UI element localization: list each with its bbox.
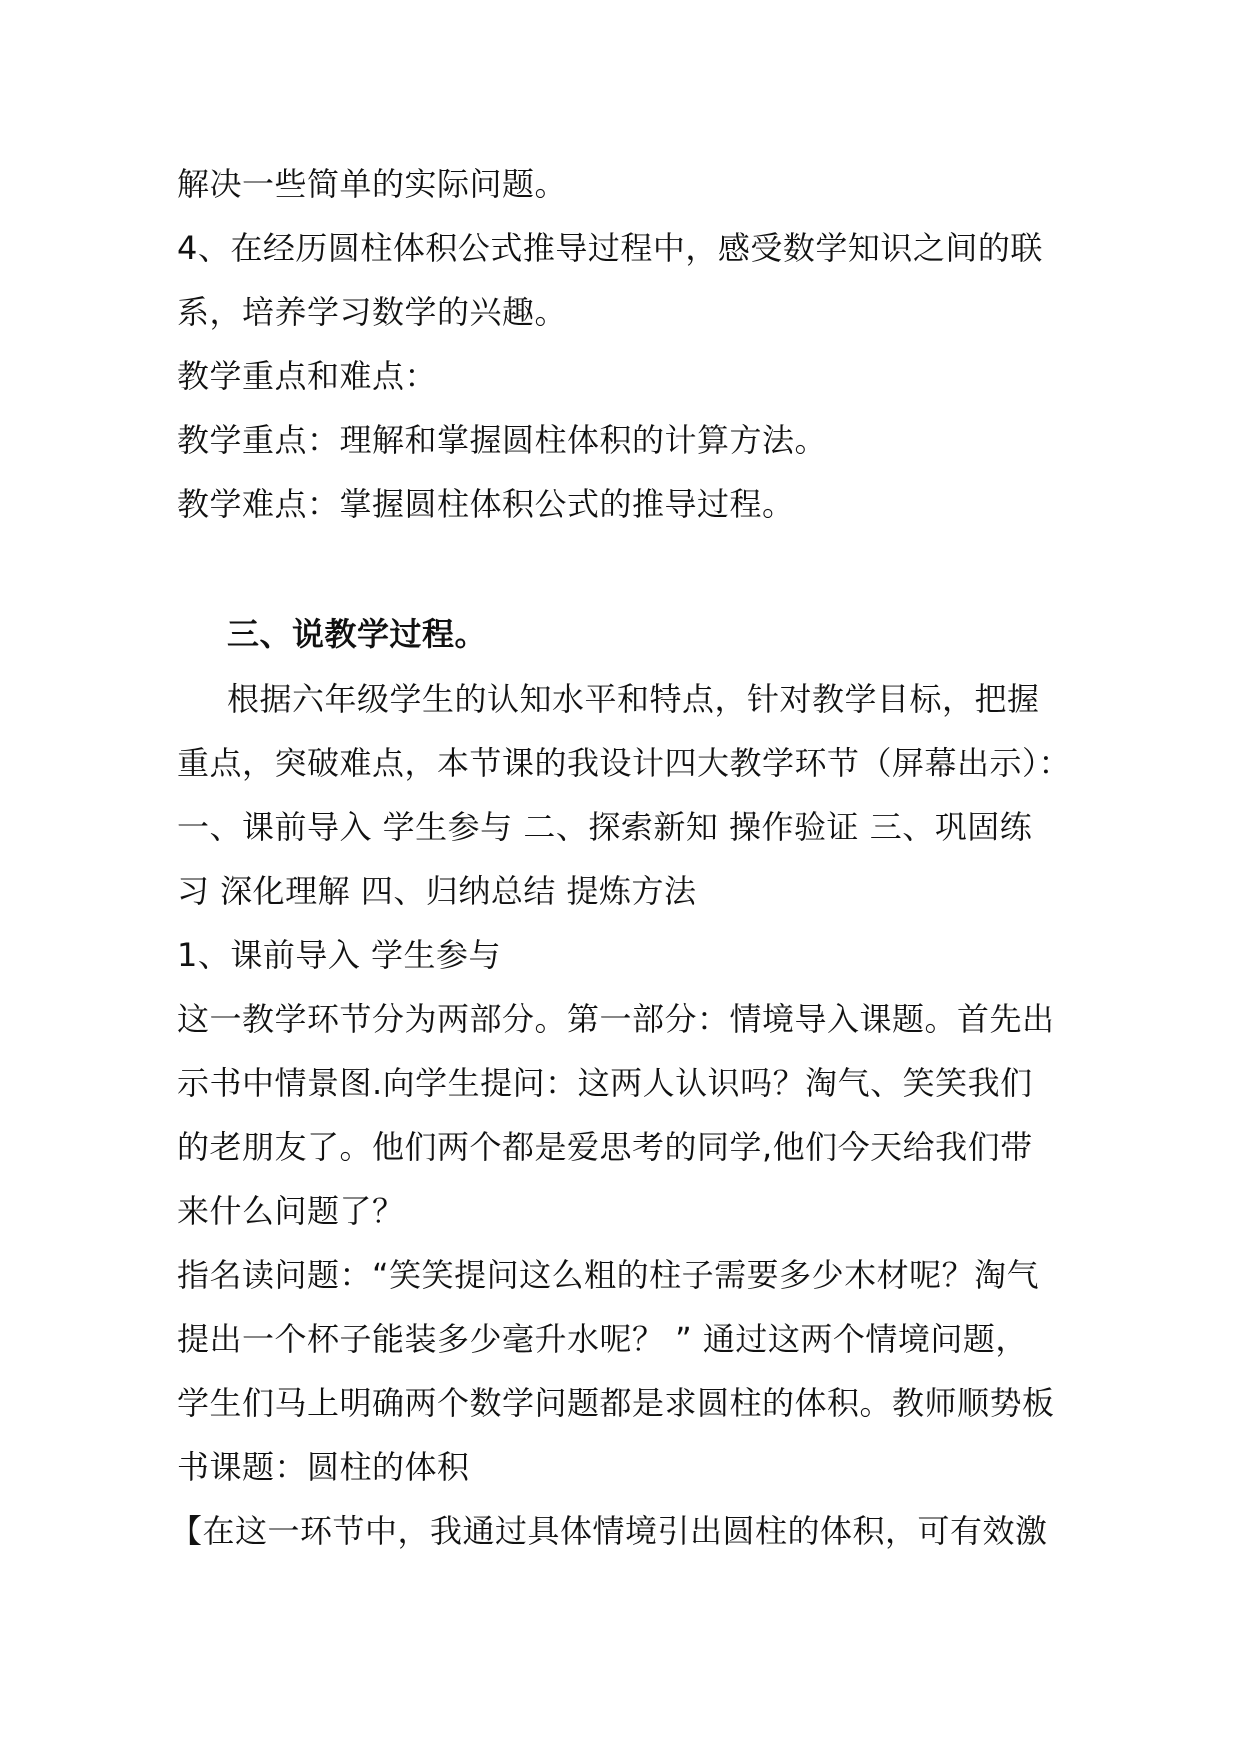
- body-line-18: 提出一个杯子能装多少毫升水呢？ ” 通过这两个情境问题，: [177, 1320, 1028, 1358]
- body-line-11: 习 深化理解 四、归纳总结 提炼方法: [177, 872, 697, 910]
- subsection-heading: 1、课前导入 学生参与: [177, 936, 502, 974]
- body-line-15: 的老朋友了。他们两个都是爱思考的同学,他们今天给我们带: [177, 1128, 1033, 1166]
- body-line-1: 解决一些简单的实际问题。: [177, 165, 568, 203]
- body-line-9: 重点，突破难点，本节课的我设计四大教学环节（屏幕出示）：: [177, 744, 1072, 782]
- body-line-21: 【在这一环节中，我通过具体情境引出圆柱的体积，可有效激: [170, 1512, 1048, 1550]
- body-line-8: 根据六年级学生的认知水平和特点，针对教学目标，把握: [227, 680, 1040, 718]
- body-line-10: 一、课前导入 学生参与 二、探索新知 操作验证 三、巩固练: [177, 808, 1033, 846]
- section-heading: 三、说教学过程。: [227, 615, 488, 653]
- teaching-difficulty: 教学难点：掌握圆柱体积公式的推导过程。: [177, 485, 795, 523]
- body-line-16: 来什么问题了？: [177, 1192, 405, 1230]
- body-line-14: 示书中情景图.向学生提问：这两人认识吗？淘气、笑笑我们: [177, 1064, 1033, 1102]
- body-line-2: 4、在经历圆柱体积公式推导过程中，感受数学知识之间的联: [177, 229, 1043, 267]
- body-line-19: 学生们马上明确两个数学问题都是求圆柱的体积。教师顺势板: [177, 1384, 1055, 1422]
- body-line-20: 书课题：圆柱的体积: [177, 1448, 470, 1486]
- key-points-heading: 教学重点和难点：: [177, 357, 438, 395]
- body-line-3: 系，培养学习数学的兴趣。: [177, 293, 568, 331]
- teaching-focus: 教学重点：理解和掌握圆柱体积的计算方法。: [177, 421, 828, 459]
- body-line-13: 这一教学环节分为两部分。第一部分：情境导入课题。首先出: [177, 1000, 1055, 1038]
- body-line-17: 指名读问题：“笑笑提问这么粗的柱子需要多少木材呢？淘气: [177, 1256, 1040, 1294]
